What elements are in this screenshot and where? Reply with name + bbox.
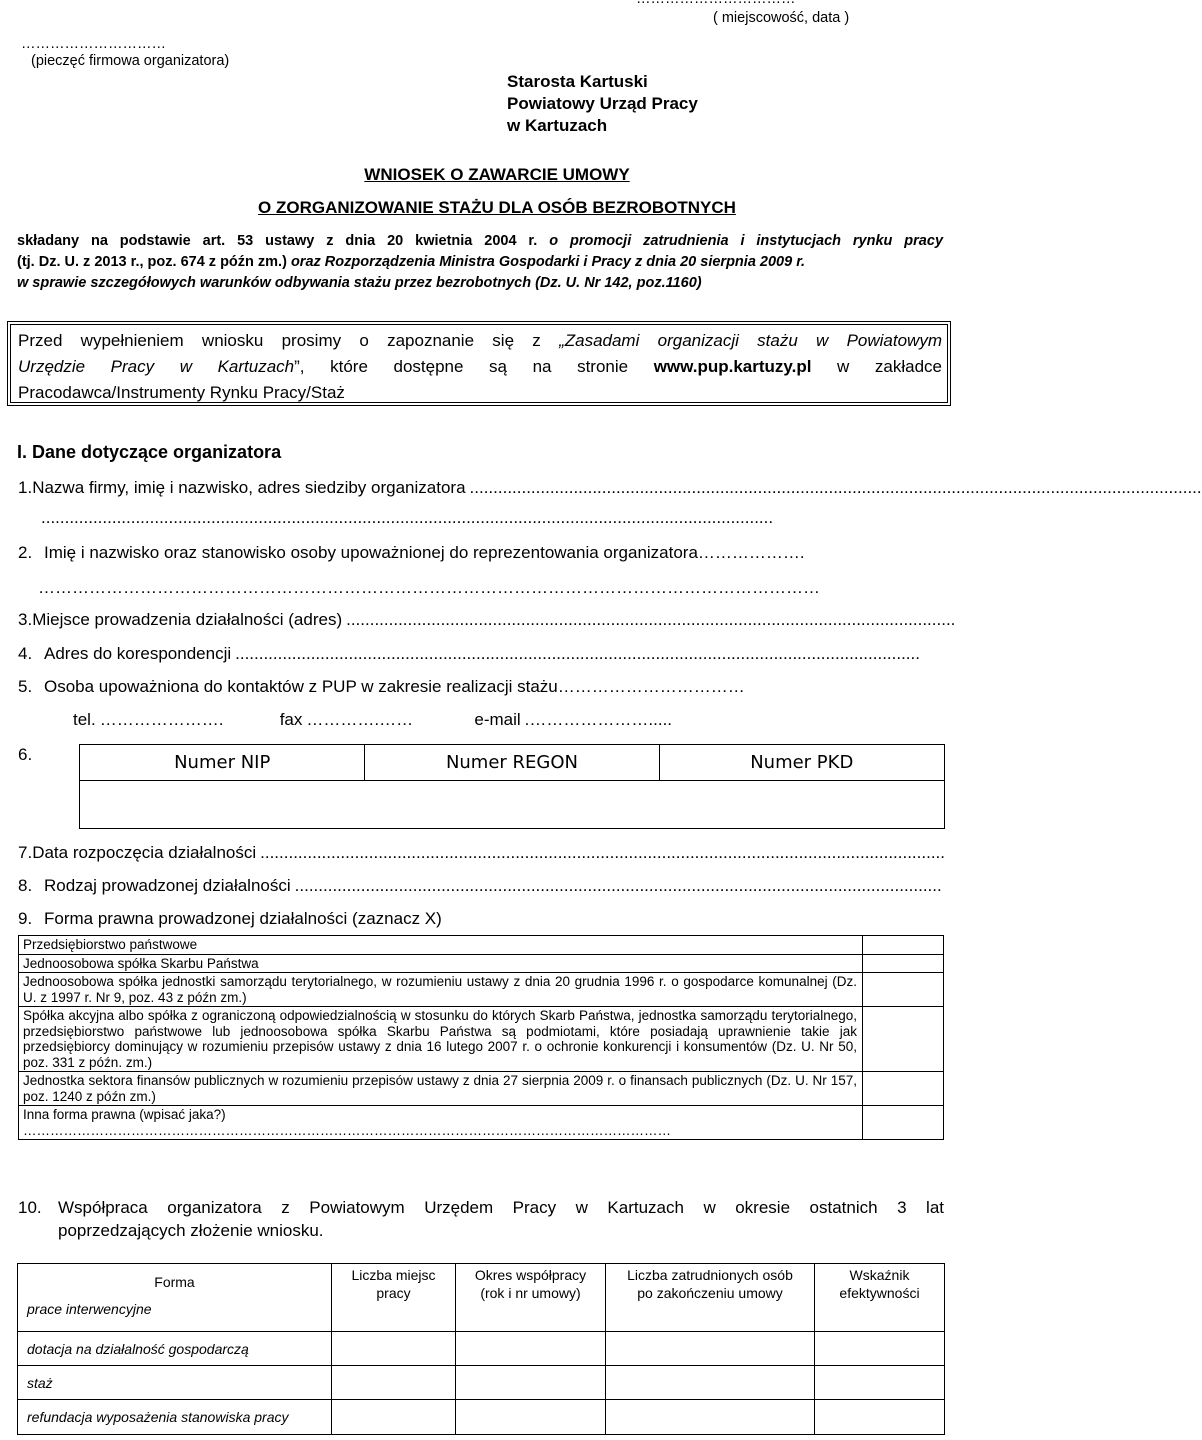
legal-form-checkbox[interactable] bbox=[863, 1106, 944, 1140]
cooperation-header-row bbox=[18, 1264, 945, 1332]
table-row bbox=[18, 1332, 945, 1366]
forma-cell: dotacja na działalność gospodarczą bbox=[18, 1332, 332, 1366]
forma-header: Forma bbox=[154, 1274, 195, 1290]
table-row bbox=[18, 1400, 945, 1435]
legal-basis-line-3: w sprawie szczegółowych warunków odbywania stażu przez bezrobotnych (Dz. U. Nr 142, poz.1160) bbox=[17, 275, 702, 291]
legal-form-row bbox=[19, 954, 944, 973]
legal-form-row bbox=[19, 1106, 944, 1140]
table-cell[interactable] bbox=[456, 1400, 606, 1435]
registry-numbers-table bbox=[79, 744, 945, 829]
legal-form-row bbox=[19, 936, 944, 955]
table-cell[interactable] bbox=[815, 1366, 945, 1400]
table-cell[interactable] bbox=[606, 1366, 815, 1400]
table-cell[interactable] bbox=[332, 1332, 456, 1366]
item-7-dots[interactable]: ................................................................................................................................................. bbox=[260, 843, 945, 862]
okres-wspolpracy-header: Okres współpracy (rok i nr umowy) bbox=[456, 1264, 606, 1332]
notice-line-2: Urzędzie Pracy w Kartuzach”, które dostępne są na stronie www.pup.kartuzy.pl w zakładce bbox=[18, 357, 942, 376]
cooperation-table bbox=[17, 1263, 945, 1435]
item-1-label: Nazwa firmy, imię i nazwisko, adres siedziby organizatora bbox=[32, 478, 466, 497]
item-3-label: Miejsce prowadzenia działalności (adres) bbox=[32, 610, 343, 629]
legal-form-label: Spółka akcyjna albo spółka z ograniczoną odpowiedzialnością w stosunku do których Skarb Państwa, jednostka samorządu terytorialnego, przedsiębiorstwo państwowe lub jednoosobowa spółka Skarbu Państwa są podmiotami, które posiadają uprawnienie takie jak przedsiębiorcy dominujący w rozumieniu przepisów ustawy z dnia 16 lutego 2007 r. o ochronie konkurencji i konsumentów (Dz. U. Nr 50, poz. 331 z późn. zm.) bbox=[19, 1007, 863, 1072]
legal-form-checkbox[interactable] bbox=[863, 1072, 944, 1106]
section-10-line-1: Współpraca organizatora z Powiatowym Urzędem Pracy w Kartuzach w okresie ostatnich 3 lat bbox=[58, 1198, 944, 1217]
item-8-label: Rodzaj prowadzonej działalności bbox=[44, 876, 291, 895]
legal-form-checkbox[interactable] bbox=[863, 936, 944, 955]
wskaznik-efektywnosci-header: Wskaźnik efektywności bbox=[815, 1264, 945, 1332]
item-3-dots[interactable]: ................................................................................................................................. bbox=[346, 610, 956, 629]
legal-basis bbox=[17, 231, 943, 294]
item-2-dots[interactable]: ………………. bbox=[697, 543, 805, 562]
item-4-label: Adres do korespondencji bbox=[44, 644, 232, 663]
legal-form-checkbox[interactable] bbox=[863, 1007, 944, 1072]
regon-header: Numer REGON bbox=[365, 745, 659, 781]
website-link[interactable]: www.pup.kartuzy.pl bbox=[653, 357, 812, 376]
legal-form-row bbox=[19, 973, 944, 1007]
item-7-label: Data rozpoczęcia działalności bbox=[32, 843, 257, 862]
item-5-dots[interactable]: …………………………… bbox=[557, 677, 745, 696]
item-1-dots-line-2[interactable]: ........................................................................................................................................................... bbox=[41, 508, 774, 527]
forma-row-1: prace interwencyjne bbox=[27, 1301, 152, 1317]
document-title-line-1: WNIOSEK O ZAWARCIE UMOWY bbox=[364, 165, 630, 184]
tel-label: tel. bbox=[73, 710, 96, 729]
legal-form-label: Jednoosobowa spółka jednostki samorządu terytorialnego, w rozumieniu ustawy z dnia 20 grudnia 1996 r. o gospodarce komunalnej (Dz. U. z 1997 r. Nr 9, poz. 43 z późn zm.) bbox=[19, 973, 863, 1007]
item-3: 3. Miejsce prowadzenia działalności (adres) ................................................................................................................................. bbox=[18, 610, 956, 629]
table-cell[interactable] bbox=[332, 1400, 456, 1435]
tel-field[interactable]: …………………. bbox=[99, 710, 224, 729]
stamp-dots: ………………………… bbox=[21, 36, 166, 52]
table-cell[interactable] bbox=[456, 1332, 606, 1366]
notice-text bbox=[18, 328, 942, 406]
item-9: 9. Forma prawna prowadzonej działalności (zaznacz X) bbox=[18, 909, 442, 928]
table-row bbox=[18, 1366, 945, 1400]
legal-basis-line-2: (tj. Dz. U. z 2013 r., poz. 674 z późn zm.) oraz Rozporządzenia Ministra Gospodarki i Pracy z dnia 20 sierpnia 2009 r. bbox=[17, 254, 806, 270]
fax-label: fax bbox=[279, 710, 303, 729]
legal-form-label: Jednoosobowa spółka Skarbu Państwa bbox=[19, 954, 863, 973]
item-4-dots[interactable]: ................................................................................................................................................. bbox=[235, 644, 920, 663]
item-8-dots[interactable]: ......................................................................................................................................... bbox=[294, 876, 942, 895]
item-8: 8. Rodzaj prowadzonej działalności ......................................................................................................................................... bbox=[18, 876, 944, 896]
place-date-dots bbox=[636, 0, 944, 7]
registry-numbers-input-area[interactable] bbox=[80, 781, 945, 829]
contact-line bbox=[73, 710, 944, 730]
item-2-label: Imię i nazwisko oraz stanowisko osoby upoważnionej do reprezentowania organizatora bbox=[44, 543, 698, 562]
addressee-line-3: w Kartuzach bbox=[507, 116, 608, 135]
liczba-miejsc-header: Liczba miejsc pracy bbox=[332, 1264, 456, 1332]
pkd-header: Numer PKD bbox=[659, 745, 944, 781]
section-1-heading: I. Dane dotyczące organizatora bbox=[17, 442, 282, 462]
legal-form-label: Inna forma prawna (wpisać jaka?) bbox=[23, 1107, 226, 1122]
table-cell[interactable] bbox=[815, 1400, 945, 1435]
item-9-label: Forma prawna prowadzonej działalności (zaznacz X) bbox=[44, 909, 442, 928]
table-cell[interactable] bbox=[606, 1400, 815, 1435]
item-6-number: 6. bbox=[18, 745, 33, 764]
legal-form-checkbox[interactable] bbox=[863, 973, 944, 1007]
item-1: 1. Nazwa firmy, imię i nazwisko, adres siedziby organizatora ........................................................................................................................................................... bbox=[18, 478, 1202, 497]
item-5: 5. Osoba upoważniona do kontaktów z PUP w zakresie realizacji stażu …………………………… bbox=[18, 677, 944, 697]
item-5-label: Osoba upoważniona do kontaktów z PUP w zakresie realizacji stażu bbox=[44, 677, 558, 696]
forma-header-cell bbox=[18, 1264, 332, 1332]
legal-form-row bbox=[19, 1007, 944, 1072]
item-1-dots[interactable]: ........................................................................................................................................................... bbox=[469, 478, 1202, 497]
document-title-line-2: O ZORGANIZOWANIE STAŻU DLA OSÓB BEZROBOTNYCH bbox=[258, 198, 736, 217]
legal-form-label: Jednostka sektora finansów publicznych w rozumieniu przepisów ustawy z dnia 27 sierpnia 2009 r. o finansach publicznych (Dz. U. Nr 157, poz. 1240 z późn zm.) bbox=[19, 1072, 863, 1106]
item-7: 7. Data rozpoczęcia działalności ................................................................................................................................................. bbox=[18, 843, 945, 862]
legal-basis-line-1: składany na podstawie art. 53 ustawy z dnia 20 kwietnia 2004 r. o promocji zatrudnienia i instytucjach rynku pracy bbox=[17, 233, 944, 249]
legal-form-table bbox=[18, 935, 944, 1140]
table-cell[interactable] bbox=[606, 1332, 815, 1366]
place-date-label: ( miejscowość, data ) bbox=[713, 10, 850, 26]
liczba-zatrudnionych-header: Liczba zatrudnionych osób po zakończeniu umowy bbox=[606, 1264, 815, 1332]
notice-line-3: Pracodawca/Instrumenty Rynku Pracy/Staż bbox=[18, 383, 345, 402]
email-label: e-mail bbox=[474, 710, 521, 729]
addressee-line-1: Starosta Kartuski bbox=[507, 72, 648, 91]
legal-form-row bbox=[19, 1072, 944, 1106]
forma-cell: refundacja wyposażenia stanowiska pracy bbox=[18, 1400, 332, 1435]
legal-form-label: Przedsiębiorstwo państwowe bbox=[19, 936, 863, 955]
forma-cell: staż bbox=[18, 1366, 332, 1400]
legal-form-checkbox[interactable] bbox=[863, 954, 944, 973]
notice-line-1: Przed wypełnieniem wniosku prosimy o zapoznanie się z „Zasadami organizacji stażu w Powiatowym bbox=[18, 331, 942, 350]
item-2-dots-line-2[interactable]: ………………………………………………………………………………………………………………………… bbox=[38, 578, 820, 597]
section-10-number: 10. bbox=[18, 1198, 42, 1217]
legal-form-other-input[interactable]: ……………………………………………………………………………………………………………………………… bbox=[23, 1122, 671, 1138]
addressee-line-2: Powiatowy Urząd Pracy bbox=[507, 94, 698, 113]
item-2: 2. Imię i nazwisko oraz stanowisko osoby upoważnionej do reprezentowania organizatora ………………. bbox=[18, 543, 944, 563]
section-10-line-2: poprzedzających złożenie wniosku. bbox=[58, 1221, 324, 1240]
fax-field[interactable]: ………….…… bbox=[306, 710, 414, 729]
nip-header: Numer NIP bbox=[80, 745, 365, 781]
legal-form-other-cell bbox=[19, 1106, 863, 1140]
item-4: 4. Adres do korespondencji ................................................................................................................................................. bbox=[18, 644, 944, 664]
stamp-label: (pieczęć firmowa organizatora) bbox=[31, 53, 230, 69]
table-cell[interactable] bbox=[815, 1332, 945, 1366]
table-cell[interactable] bbox=[456, 1366, 606, 1400]
email-field[interactable]: .…………………..... bbox=[524, 710, 673, 729]
table-cell[interactable] bbox=[332, 1366, 456, 1400]
